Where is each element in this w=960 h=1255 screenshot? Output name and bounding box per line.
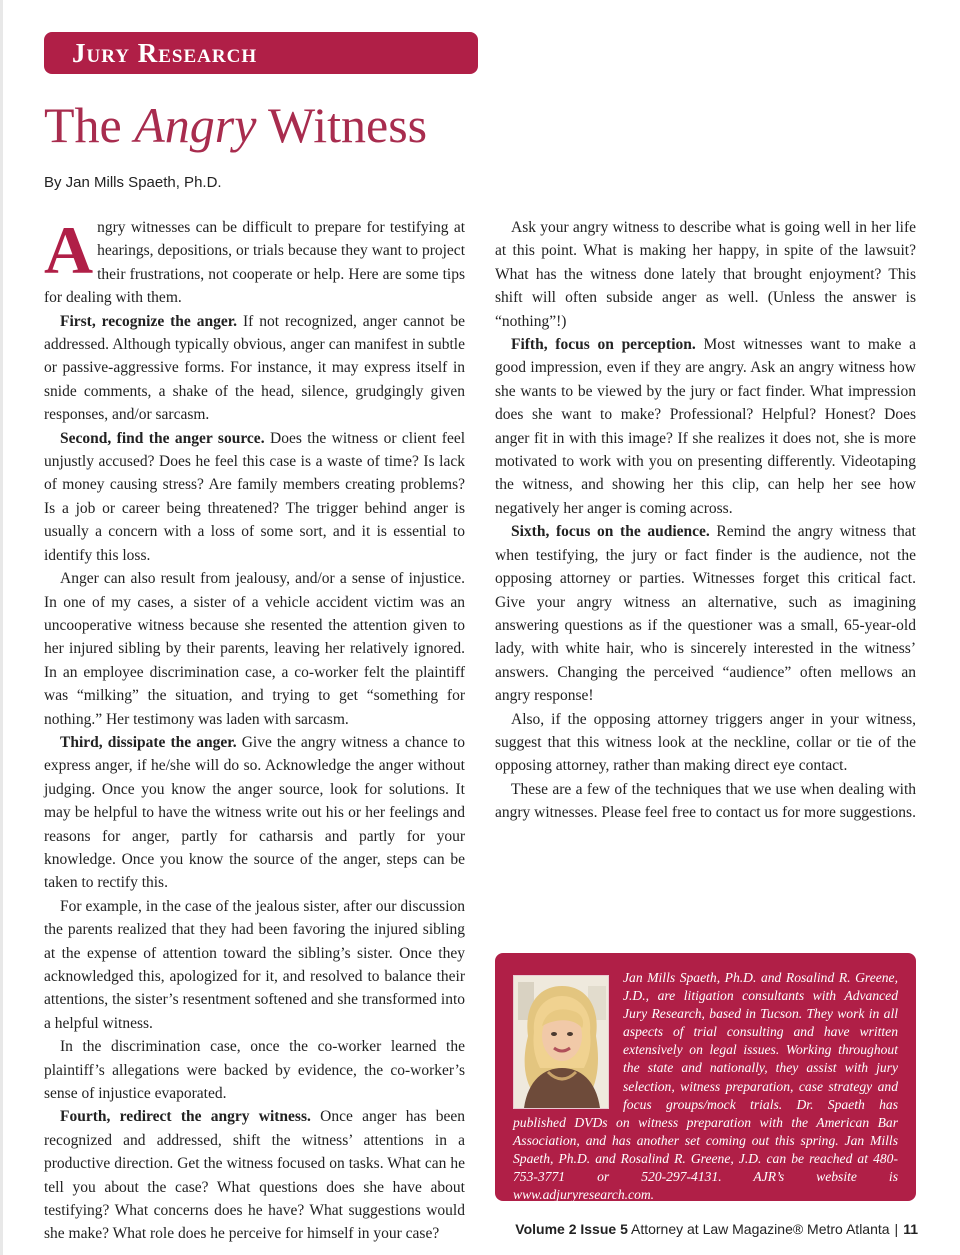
paragraph-second-tip (44, 427, 465, 567)
issue-label: Volume 2 Issue 5 (515, 1221, 628, 1237)
article-column-right (495, 216, 916, 825)
author-photo (513, 975, 609, 1109)
tip-heading: Sixth, focus on the audience. (511, 523, 710, 541)
paragraph-first-tip (44, 310, 465, 427)
tip-heading: Third, dissipate the anger. (60, 733, 237, 751)
author-bio-box (495, 953, 916, 1201)
paragraph-going-well: Ask your angry witness to describe what is going well in her life at this point. What is making her happy, in spite of the lawsuit? What has the witness done lately that brought enjoyment? This shift will often subside anger as well. (Unless the answer is “nothing”!) (495, 219, 916, 330)
page-footer (515, 1221, 918, 1237)
section-banner (44, 32, 478, 74)
page-number: 11 (903, 1221, 918, 1237)
title-word-angry: Angry (134, 97, 257, 153)
article-column-left (44, 212, 466, 1246)
tip-heading: Second, find the anger source. (60, 429, 265, 447)
byline: By Jan Mills Spaeth, Ph.D. (44, 174, 222, 191)
page-edge (0, 0, 3, 1255)
paragraph-text: If not recognized, anger cannot be addressed. Although typically obvious, anger can manifest in subtle or passive-aggressive forms. For instance, it may express itself in snide comments, a shake of the head, silence, grudgingly given responses, and/or sarcasm. (44, 312, 466, 424)
paragraph-eye-contact: Also, if the opposing attorney triggers anger in your witness, suggest that this witness look at the neckline, collar or tie of the opposing attorney, rather than making direct eye contact. (495, 710, 916, 775)
paragraph-example: For example, in the case of the jealous sister, after our discussion the parents realized that they had been favoring the injured sibling at the expense of attention toward the sibling’s sister. Once they acknowledged this, apologized for it, and resolved to balance their attentions, the sister’s resentment softened and she transformed into a helpful witness. (44, 897, 465, 1032)
paragraph-third-tip (44, 731, 465, 895)
paragraph-sixth-tip (495, 520, 916, 707)
bio-text: Jan Mills Spaeth, Ph.D. and Rosalind R. Greene, J.D., are litigation consultants with Advanced Jury Research, based in Tucson. They work in all aspects of trial consulting and have written extensively on legal issues. Working throughout the state and nationally, they assist with jury selection, witness preparation, case strategy and focus groups/mock trials. Dr. Spaeth has published DVDs on witness preparation with the American Bar Association, and has another set coming out this spring. Jan Mills Spaeth, Ph.D. and Rosalind R. Greene, J.D. can be reached at 480-753-3771 or 520-297-4131. AJR’s website is www.adjuryresearch.com. (513, 970, 898, 1203)
paragraph-intro (44, 212, 465, 310)
section-label: Jury Research (72, 37, 258, 68)
paragraph-fifth-tip (495, 333, 916, 520)
author-portrait-icon (514, 976, 608, 1108)
paragraph-jealousy: Anger can also result from jealousy, and/or a sense of injustice. In one of my cases, a sister of a vehicle accident victim was an uncooperative witness because she resented the attention given to her injured sibling by their parents, leaving her relatively ignored. In an employee discrimination case, a co-worker felt the plaintiff was “milking” the situation, and trying to get “something for nothing.” Her testimony was laden with sarcasm. (44, 570, 465, 728)
paragraph-fourth-tip (44, 1105, 465, 1245)
paragraph-closing: These are a few of the techniques that we use when dealing with angry witnesses. Please feel free to contact us for more suggestions. (495, 780, 916, 822)
paragraph-discrimination: In the discrimination case, once the co-worker learned the plaintiff’s allegations were backed by evidence, the co-worker’s sense of injustice evaporated. (44, 1038, 465, 1103)
drop-cap: A (44, 212, 94, 288)
article-title (44, 94, 427, 156)
paragraph-text: Give the angry witness a chance to express anger, if he/she will do so. Acknowledge the anger without judging. Once you know the anger source, look for solutions. It may be helpful to have the witness write out his or her feelings and reasons for anger, partly for catharsis and partly for your knowledge. Once you know the source of the anger, steps can be taken to rectify this. (44, 733, 466, 892)
tip-heading: Fifth, focus on perception. (511, 336, 696, 354)
tip-heading: Fourth, redirect the angry witness. (60, 1108, 311, 1126)
title-word-the: The (44, 97, 122, 153)
publication-name: Attorney at Law Magazine® Metro Atlanta (630, 1221, 890, 1237)
paragraph-text: Remind the angry witness that when testifying, the jury or fact finder is the audience, not the opposing attorney or parties. Witnesses forget this critical fact. Give your angry witness an alternative, such as imagining answering questions as if the questioner was a small, 65-year-old lady, with white hair, who is sincerely interested in the witness’ answers. Changing the perceived “audience” often mellows an angry response! (495, 523, 916, 705)
paragraph-text: ngry witnesses can be difficult to prepare for testifying at hearings, depositions, or trials because they want to project their frustrations, not cooperate or help. Here are some tips for dealing with them. (44, 219, 465, 307)
footer-separator: | (894, 1221, 899, 1237)
title-word-witness: Witness (268, 97, 428, 153)
paragraph-text: Does the witness or client feel unjustly accused? Does he feel this case is a waste of time? Is lack of money causing stress? Are family members creating problems? Is a job or career being threatened? The trigger behind anger is usually a concern with a loss of some sort, and it is essential to identify this loss. (44, 429, 466, 564)
paragraph-text: Once anger has been recognized and addressed, shift the witness’ attentions in a productive direction. Get the witness focused on tasks. What can he tell you about the case? What questions does she have about testifying? What concerns does he have? What suggestions would she make? What role does he perceive for himself in your case? (44, 1108, 465, 1243)
paragraph-text: Most witnesses want to make a good impression, even if they are angry. Ask an angry witness how she wants to be viewed by the jury or fact finder. What impression does she want to make? Professional? Helpful? Honest? Does anger fit in with this image? If she realizes it does not, she is more motivated to work with you on presenting differently. Videotaping the witness, and showing her this clip, can help her see how negatively her anger is coming across. (495, 336, 916, 517)
tip-heading: First, recognize the anger. (60, 312, 238, 330)
